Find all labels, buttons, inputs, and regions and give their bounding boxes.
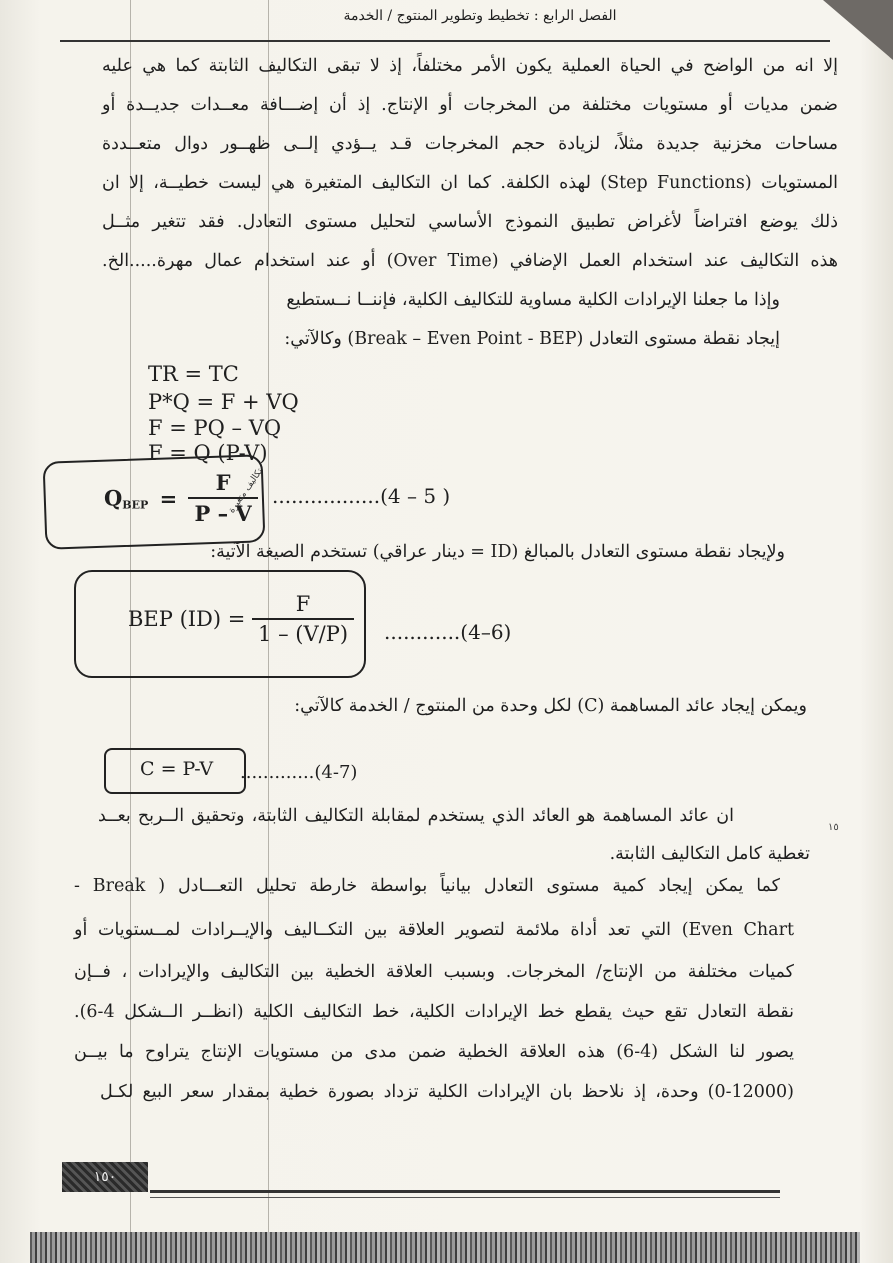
q-bep-lhs: Q bbox=[104, 485, 123, 511]
paragraph-4-line-2: Even Chart) التي تعد أداة ملائمة لتصوير العلاقة بين التكــاليف والإيــرادات لمــستويات أو bbox=[74, 920, 795, 940]
bep-id-denominator: 1 – (V/P) bbox=[258, 622, 349, 646]
header-divider bbox=[60, 40, 830, 42]
q-bep-denominator: P – V bbox=[194, 501, 252, 526]
equation-f-pq-vq: F = PQ – VQ bbox=[148, 416, 282, 440]
q-bep-numerator: F bbox=[188, 470, 257, 499]
paragraph-3-line-2: تغطية كامل التكاليف الثابتة. bbox=[609, 844, 810, 864]
paragraph-1-line-5: ذلك يوضع افتراضاً لأغراض تطبيق النموذج الأساسي لتحليل مستوى التعادل. فقد تتغير مثــل bbox=[102, 212, 838, 232]
q-bep-handwritten-note: تكاليف متغيرة bbox=[227, 466, 266, 516]
paragraph-4-line-4: نقطة التعادل تقع حيث يقطع خط الإيرادات الكلية، خط التكاليف الكلية (انظــر الــشكل 4-6). bbox=[74, 1002, 794, 1022]
paragraph-4-line-3: كميات مختلفة من الإنتاج/ المخرجات. وبسبب العلاقة الخطية بين التكاليف والإيرادات ، فــإن bbox=[74, 962, 794, 982]
q-bep-subscript: BEP bbox=[122, 498, 149, 512]
paragraph-4-line-6: (0-12000) وحدة، إذ نلاحظ بان الإيرادات الكلية تزداد بصورة خطية بمقدار سعر البيع لكـل bbox=[100, 1082, 794, 1102]
bep-id-formula bbox=[128, 592, 354, 646]
page-corner-shadow bbox=[823, 0, 893, 60]
paragraph-4-line-1: كما يمكن إيجاد كمية مستوى التعادل بيانياً بواسطة خارطة تحليل التعـــادل ( Break - bbox=[74, 876, 781, 896]
equation-number-4-6: ............(4–6) bbox=[384, 620, 512, 644]
contribution-intro: ويمكن إيجاد عائد المساهمة (C) لكل وحدة من المنتوج / الخدمة كالآتي: bbox=[294, 696, 807, 716]
footer-rule bbox=[150, 1190, 780, 1193]
paragraph-1-line-1: إلا انه من الواضح في الحياة العملية يكون الأمر مختلفاً، إذ لا تبقى التكاليف الثابتة كما هي عليه bbox=[102, 56, 838, 76]
paragraph-1-line-3: مساحات مخزنية جديدة مثلاً، لزيادة حجم المخرجات قـد يــؤدي إلــى ظهــور دوال متعــددة bbox=[102, 134, 838, 154]
contribution-formula: C = P-V bbox=[140, 758, 214, 780]
margin-mark: ١٥ bbox=[828, 822, 839, 833]
q-bep-equals: = bbox=[159, 485, 178, 511]
paragraph-1-line-6: هذه التكاليف عند استخدام العمل الإضافي (Over Time) أو عند استخدام عمال مهرة.....الخ. bbox=[102, 251, 838, 271]
bep-id-fraction bbox=[252, 592, 354, 646]
equation-f-q: F = Q (P-V) bbox=[148, 441, 268, 465]
equation-tr-tc: TR = TC bbox=[148, 362, 239, 386]
footer-rule-thin bbox=[150, 1197, 780, 1198]
page-number-badge: ١٥٠ bbox=[62, 1162, 148, 1192]
bep-id-lhs: BEP (ID) = bbox=[128, 607, 246, 631]
equation-pq: P*Q = F + VQ bbox=[148, 390, 299, 414]
equation-number-4-5: .................(4 – 5 ) bbox=[272, 484, 451, 508]
paragraph-2-line-1: وإذا ما جعلنا الإيرادات الكلية مساوية للتكاليف الكلية، فإننــا نــستطيع bbox=[286, 290, 780, 310]
bep-id-numerator: F bbox=[252, 592, 354, 620]
paragraph-4-line-5: يصور لنا الشكل (4-6) هذه العلاقة الخطية ضمن مدى من مستويات الإنتاج يتراوح ما بيــن bbox=[74, 1042, 794, 1062]
bep-id-intro: ولإيجاد نقطة مستوى التعادل بالمبالغ (ID = دينار عراقي) تستخدم الصيغة الآتية: bbox=[210, 542, 785, 562]
paragraph-3-line-1: ان عائد المساهمة هو العائد الذي يستخدم لمقابلة التكاليف الثابتة، وتحقيق الــربح بعــد bbox=[98, 806, 734, 826]
page-header-title: الفصل الرابع : تخطيط وتطوير المنتوج / الخدمة bbox=[343, 8, 617, 24]
scan-edge-strip bbox=[30, 1232, 860, 1263]
paragraph-1-line-2: ضمن مديات أو مستويات مختلفة من المخرجات أو الإنتاج. إذ أن إضـــافة معــدات جديــدة أو bbox=[102, 95, 838, 115]
paragraph-2-line-2: إيجاد نقطة مستوى التعادل (Break – Even Point - BEP) وكالآتي: bbox=[284, 329, 780, 349]
equation-number-4-7: .............(4-7) bbox=[240, 762, 358, 783]
paragraph-1-line-4: المستويات (Step Functions) لهذه الكلفة. كما ان التكاليف المتغيرة هي ليست خطيــة، إلا ان bbox=[102, 173, 839, 193]
